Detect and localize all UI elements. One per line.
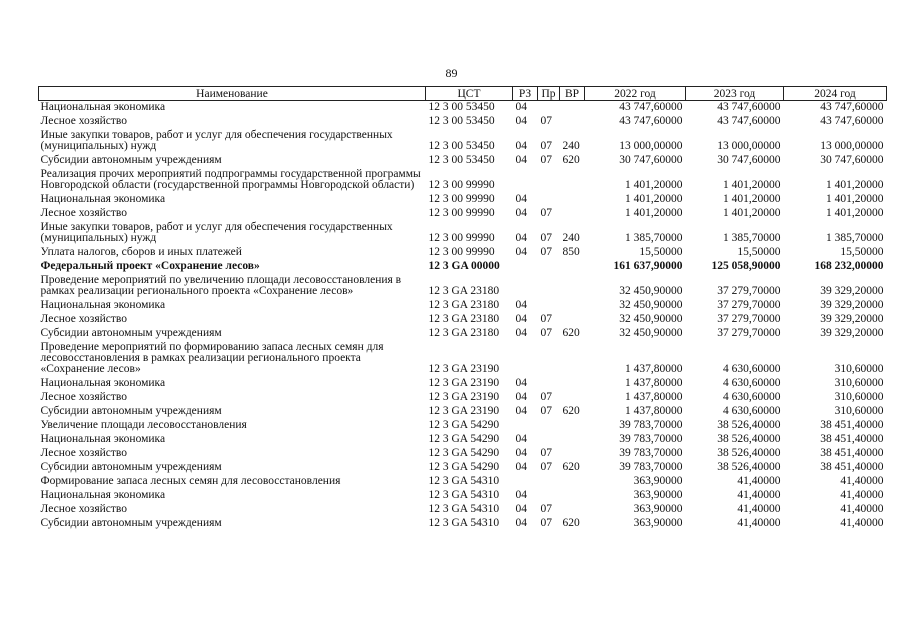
cell-pr: 07 xyxy=(540,503,552,515)
header-name: Наименование xyxy=(39,87,426,101)
cell-2022: 43 747,60000 xyxy=(619,101,683,113)
cell-2024: 1 401,20000 xyxy=(826,207,884,219)
cell-pr xyxy=(538,274,560,299)
cell-2023: 125 058,90000 xyxy=(711,260,781,272)
cell-name: Национальная экономика xyxy=(40,101,166,113)
cell-vr: 620 xyxy=(562,154,580,166)
cell-2023: 41,40000 xyxy=(737,503,781,515)
cell-rz: 04 xyxy=(515,447,527,459)
cell-name: Лесное хозяйство xyxy=(40,503,128,515)
cell-cst: 12 3 00 99990 xyxy=(428,207,495,219)
cell-rz: 04 xyxy=(515,405,527,417)
cell-vr: 240 xyxy=(562,232,580,244)
cell-cst: 12 3 GA 23190 xyxy=(428,363,500,375)
budget-table xyxy=(38,86,887,531)
table-row xyxy=(39,489,887,503)
cell-vr: 850 xyxy=(562,246,580,258)
cell-pr: 07 xyxy=(540,154,552,166)
table-row xyxy=(39,461,887,475)
table-row xyxy=(39,129,887,154)
cell-2023: 1 401,20000 xyxy=(723,193,781,205)
cell-cst: 12 3 GA 54310 xyxy=(428,475,500,487)
cell-2022: 39 783,70000 xyxy=(619,419,683,431)
cell-rz: 04 xyxy=(515,433,527,445)
table-row xyxy=(39,115,887,129)
cell-pr: 07 xyxy=(540,140,552,152)
cell-cst: 12 3 00 99990 xyxy=(428,193,495,205)
cell-rz: 04 xyxy=(515,313,527,325)
cell-name: Лесное хозяйство xyxy=(40,207,128,219)
cell-cst: 12 3 GA 23180 xyxy=(428,313,500,325)
cell-rz: 04 xyxy=(515,193,527,205)
table-row xyxy=(39,246,887,260)
cell-pr: 07 xyxy=(540,405,552,417)
cell-vr xyxy=(560,207,585,221)
table-row xyxy=(39,475,887,489)
table-row xyxy=(39,503,887,517)
cell-rz: 04 xyxy=(515,503,527,515)
cell-rz xyxy=(513,274,538,299)
cell-2023: 37 279,70000 xyxy=(717,299,781,311)
cell-cst: 12 3 00 53450 xyxy=(428,154,495,166)
table-row xyxy=(39,101,887,116)
cell-pr xyxy=(538,193,560,207)
cell-vr xyxy=(560,101,585,116)
cell-cst: 12 3 GA 54290 xyxy=(428,461,500,473)
cell-2022: 15,50000 xyxy=(639,246,683,258)
cell-2022: 43 747,60000 xyxy=(619,115,683,127)
cell-vr xyxy=(560,377,585,391)
cell-cst: 12 3 00 53450 xyxy=(428,140,495,152)
cell-name: Национальная экономика xyxy=(40,299,166,311)
cell-2022: 32 450,90000 xyxy=(619,299,683,311)
cell-2023: 15,50000 xyxy=(737,246,781,258)
cell-pr: 07 xyxy=(540,207,552,219)
cell-rz: 04 xyxy=(515,101,527,113)
cell-2024: 41,40000 xyxy=(840,503,884,515)
cell-pr: 07 xyxy=(540,115,552,127)
cell-2023: 1 385,70000 xyxy=(723,232,781,244)
cell-2022: 1 401,20000 xyxy=(625,193,683,205)
cell-2024: 1 401,20000 xyxy=(826,179,884,191)
header-pr: Пр xyxy=(538,87,560,101)
cell-2022: 1 437,80000 xyxy=(625,405,683,417)
page-number: 89 xyxy=(445,66,458,80)
cell-rz: 04 xyxy=(515,246,527,258)
cell-rz xyxy=(513,419,538,433)
cell-rz xyxy=(513,341,538,377)
table-row xyxy=(39,313,887,327)
cell-cst: 12 3 GA 54310 xyxy=(428,489,500,501)
cell-vr: 240 xyxy=(562,140,580,152)
cell-rz: 04 xyxy=(515,461,527,473)
cell-2024: 38 451,40000 xyxy=(820,461,884,473)
cell-2022: 32 450,90000 xyxy=(619,313,683,325)
cell-2024: 13 000,00000 xyxy=(820,140,884,152)
cell-rz xyxy=(513,260,538,274)
cell-2023: 38 526,40000 xyxy=(717,461,781,473)
cell-2024: 38 451,40000 xyxy=(820,419,884,431)
cell-name: Реализация прочих мероприятий подпрограммы государственной программы Новгородской области (государственной программы Новгородской области) xyxy=(40,168,421,191)
cell-rz: 04 xyxy=(515,232,527,244)
cell-2022: 1 437,80000 xyxy=(625,391,683,403)
cell-2024: 15,50000 xyxy=(840,246,884,258)
cell-cst: 12 3 GA 54310 xyxy=(428,503,500,515)
cell-2024: 1 385,70000 xyxy=(826,232,884,244)
cell-name: Иные закупки товаров, работ и услуг для обеспечения государственных (муниципальных) нужд xyxy=(40,221,393,244)
cell-name: Субсидии автономным учреждениям xyxy=(40,327,222,339)
table-row xyxy=(39,517,887,531)
cell-vr xyxy=(560,475,585,489)
cell-2022: 1 437,80000 xyxy=(625,377,683,389)
cell-pr xyxy=(538,299,560,313)
cell-rz: 04 xyxy=(515,517,527,529)
cell-pr: 07 xyxy=(540,313,552,325)
cell-name: Федеральный проект «Сохранение лесов» xyxy=(40,260,260,272)
cell-2023: 38 526,40000 xyxy=(717,447,781,459)
cell-cst: 12 3 00 99990 xyxy=(428,246,495,258)
cell-cst: 12 3 GA 00000 xyxy=(428,260,500,272)
cell-2023: 4 630,60000 xyxy=(723,391,781,403)
cell-pr: 07 xyxy=(540,517,552,529)
cell-2024: 39 329,20000 xyxy=(820,285,884,297)
table-row xyxy=(39,327,887,341)
cell-2023: 41,40000 xyxy=(737,517,781,529)
cell-2022: 363,90000 xyxy=(633,475,683,487)
cell-name: Национальная экономика xyxy=(40,377,166,389)
cell-cst: 12 3 GA 54290 xyxy=(428,419,500,431)
cell-2024: 43 747,60000 xyxy=(820,101,884,113)
cell-cst: 12 3 GA 23180 xyxy=(428,299,500,311)
cell-pr xyxy=(538,489,560,503)
cell-vr: 620 xyxy=(562,327,580,339)
cell-cst: 12 3 GA 54290 xyxy=(428,433,500,445)
cell-2023: 30 747,60000 xyxy=(717,154,781,166)
cell-2023: 43 747,60000 xyxy=(717,101,781,113)
cell-2023: 1 401,20000 xyxy=(723,207,781,219)
cell-pr xyxy=(538,168,560,193)
cell-vr xyxy=(560,419,585,433)
cell-vr xyxy=(560,503,585,517)
cell-2024: 43 747,60000 xyxy=(820,115,884,127)
cell-2024: 1 401,20000 xyxy=(826,193,884,205)
cell-2024: 30 747,60000 xyxy=(820,154,884,166)
cell-2024: 168 232,00000 xyxy=(814,260,884,272)
cell-name: Субсидии автономным учреждениям xyxy=(40,405,222,417)
cell-pr xyxy=(538,419,560,433)
cell-2023: 4 630,60000 xyxy=(723,377,781,389)
cell-cst: 12 3 00 99990 xyxy=(428,179,495,191)
cell-2023: 41,40000 xyxy=(737,489,781,501)
cell-2022: 39 783,70000 xyxy=(619,447,683,459)
cell-pr xyxy=(538,101,560,116)
table-row xyxy=(39,299,887,313)
cell-vr xyxy=(560,447,585,461)
cell-vr xyxy=(560,193,585,207)
cell-2023: 13 000,00000 xyxy=(717,140,781,152)
cell-rz xyxy=(513,475,538,489)
table-header-row xyxy=(39,87,887,101)
table-row xyxy=(39,447,887,461)
cell-pr xyxy=(538,433,560,447)
cell-name: Лесное хозяйство xyxy=(40,313,128,325)
cell-2024: 38 451,40000 xyxy=(820,433,884,445)
cell-2023: 37 279,70000 xyxy=(717,313,781,325)
cell-vr xyxy=(560,115,585,129)
cell-vr xyxy=(560,313,585,327)
cell-2024: 39 329,20000 xyxy=(820,299,884,311)
cell-vr: 620 xyxy=(562,517,580,529)
table-row xyxy=(39,405,887,419)
cell-name: Проведение мероприятий по увеличению площади лесовосстановления в рамках реализации регионального проекта «Сохранение лесов» xyxy=(40,274,402,297)
cell-vr xyxy=(560,299,585,313)
cell-2022: 30 747,60000 xyxy=(619,154,683,166)
cell-rz: 04 xyxy=(515,489,527,501)
cell-2022: 363,90000 xyxy=(633,489,683,501)
cell-vr xyxy=(560,391,585,405)
cell-name: Национальная экономика xyxy=(40,433,166,445)
cell-name: Иные закупки товаров, работ и услуг для обеспечения государственных (муниципальных) нужд xyxy=(40,129,393,152)
table-row xyxy=(39,154,887,168)
cell-2023: 1 401,20000 xyxy=(723,179,781,191)
cell-2022: 39 783,70000 xyxy=(619,433,683,445)
cell-2024: 41,40000 xyxy=(840,517,884,529)
cell-2024: 310,60000 xyxy=(834,363,884,375)
cell-cst: 12 3 GA 23180 xyxy=(428,327,500,339)
cell-2023: 43 747,60000 xyxy=(717,115,781,127)
cell-vr xyxy=(560,433,585,447)
cell-2022: 32 450,90000 xyxy=(619,285,683,297)
cell-rz: 04 xyxy=(515,140,527,152)
cell-name: Лесное хозяйство xyxy=(40,447,128,459)
cell-2023: 37 279,70000 xyxy=(717,285,781,297)
cell-name: Проведение мероприятий по формированию запаса лесных семян для лесовосстановления в рамках реализации регионального проекта «Сохранение лесов» xyxy=(40,341,384,375)
cell-vr xyxy=(560,260,585,274)
header-vr: ВР xyxy=(560,87,585,101)
header-rz: РЗ xyxy=(513,87,538,101)
cell-name: Лесное хозяйство xyxy=(40,391,128,403)
cell-cst: 12 3 GA 54290 xyxy=(428,447,500,459)
cell-rz: 04 xyxy=(515,207,527,219)
cell-2023: 38 526,40000 xyxy=(717,419,781,431)
cell-pr: 07 xyxy=(540,391,552,403)
cell-rz: 04 xyxy=(515,154,527,166)
cell-vr xyxy=(560,274,585,299)
cell-2022: 161 637,90000 xyxy=(613,260,683,272)
cell-name: Уплата налогов, сборов и иных платежей xyxy=(40,246,242,258)
cell-name: Увеличение площади лесовосстановления xyxy=(40,419,247,431)
cell-2023: 4 630,60000 xyxy=(723,405,781,417)
cell-pr xyxy=(538,475,560,489)
cell-cst: 12 3 GA 23180 xyxy=(428,285,500,297)
cell-name: Лесное хозяйство xyxy=(40,115,128,127)
cell-2023: 38 526,40000 xyxy=(717,433,781,445)
cell-2024: 39 329,20000 xyxy=(820,327,884,339)
cell-2023: 37 279,70000 xyxy=(717,327,781,339)
header-2024: 2024 год xyxy=(784,87,887,101)
cell-vr: 620 xyxy=(562,461,580,473)
cell-rz xyxy=(513,168,538,193)
cell-pr xyxy=(538,377,560,391)
cell-pr: 07 xyxy=(540,461,552,473)
cell-2022: 32 450,90000 xyxy=(619,327,683,339)
cell-cst: 12 3 00 53450 xyxy=(428,115,495,127)
table-row xyxy=(39,221,887,246)
cell-rz: 04 xyxy=(515,391,527,403)
cell-name: Национальная экономика xyxy=(40,489,166,501)
table-row xyxy=(39,391,887,405)
cell-vr: 620 xyxy=(562,405,580,417)
cell-cst: 12 3 GA 23190 xyxy=(428,391,500,403)
table-row xyxy=(39,433,887,447)
cell-pr xyxy=(538,260,560,274)
cell-vr xyxy=(560,489,585,503)
cell-2022: 1 401,20000 xyxy=(625,179,683,191)
table-row xyxy=(39,207,887,221)
cell-2023: 41,40000 xyxy=(737,475,781,487)
cell-name: Субсидии автономным учреждениям xyxy=(40,517,222,529)
cell-vr xyxy=(560,168,585,193)
cell-rz: 04 xyxy=(515,299,527,311)
cell-2022: 363,90000 xyxy=(633,503,683,515)
cell-2023: 4 630,60000 xyxy=(723,363,781,375)
cell-cst: 12 3 GA 23190 xyxy=(428,377,500,389)
header-2023: 2023 год xyxy=(686,87,784,101)
table-row xyxy=(39,377,887,391)
cell-2022: 39 783,70000 xyxy=(619,461,683,473)
cell-pr: 07 xyxy=(540,327,552,339)
cell-2022: 1 437,80000 xyxy=(625,363,683,375)
table-row xyxy=(39,168,887,193)
cell-2024: 41,40000 xyxy=(840,475,884,487)
cell-pr xyxy=(538,341,560,377)
cell-pr: 07 xyxy=(540,447,552,459)
cell-cst: 12 3 00 53450 xyxy=(428,101,495,113)
header-2022: 2022 год xyxy=(585,87,686,101)
cell-rz: 04 xyxy=(515,115,527,127)
cell-name: Национальная экономика xyxy=(40,193,166,205)
table-row xyxy=(39,419,887,433)
cell-vr xyxy=(560,341,585,377)
cell-rz: 04 xyxy=(515,327,527,339)
cell-cst: 12 3 GA 54310 xyxy=(428,517,500,529)
cell-2024: 39 329,20000 xyxy=(820,313,884,325)
cell-2024: 38 451,40000 xyxy=(820,447,884,459)
cell-2024: 41,40000 xyxy=(840,489,884,501)
table-row xyxy=(39,193,887,207)
cell-pr: 07 xyxy=(540,246,552,258)
table-body xyxy=(39,101,887,532)
cell-rz: 04 xyxy=(515,377,527,389)
table-row xyxy=(39,260,887,274)
cell-cst: 12 3 GA 23190 xyxy=(428,405,500,417)
cell-cst: 12 3 00 99990 xyxy=(428,232,495,244)
cell-pr: 07 xyxy=(540,232,552,244)
cell-2022: 363,90000 xyxy=(633,517,683,529)
cell-name: Субсидии автономным учреждениям xyxy=(40,461,222,473)
cell-2024: 310,60000 xyxy=(834,405,884,417)
cell-2024: 310,60000 xyxy=(834,377,884,389)
table-row xyxy=(39,341,887,377)
cell-2022: 13 000,00000 xyxy=(619,140,683,152)
cell-2022: 1 385,70000 xyxy=(625,232,683,244)
cell-name: Субсидии автономным учреждениям xyxy=(40,154,222,166)
cell-2024: 310,60000 xyxy=(834,391,884,403)
table-row xyxy=(39,274,887,299)
cell-2022: 1 401,20000 xyxy=(625,207,683,219)
cell-name: Формирование запаса лесных семян для лесовосстановления xyxy=(40,475,341,487)
header-cst: ЦСТ xyxy=(426,87,513,101)
